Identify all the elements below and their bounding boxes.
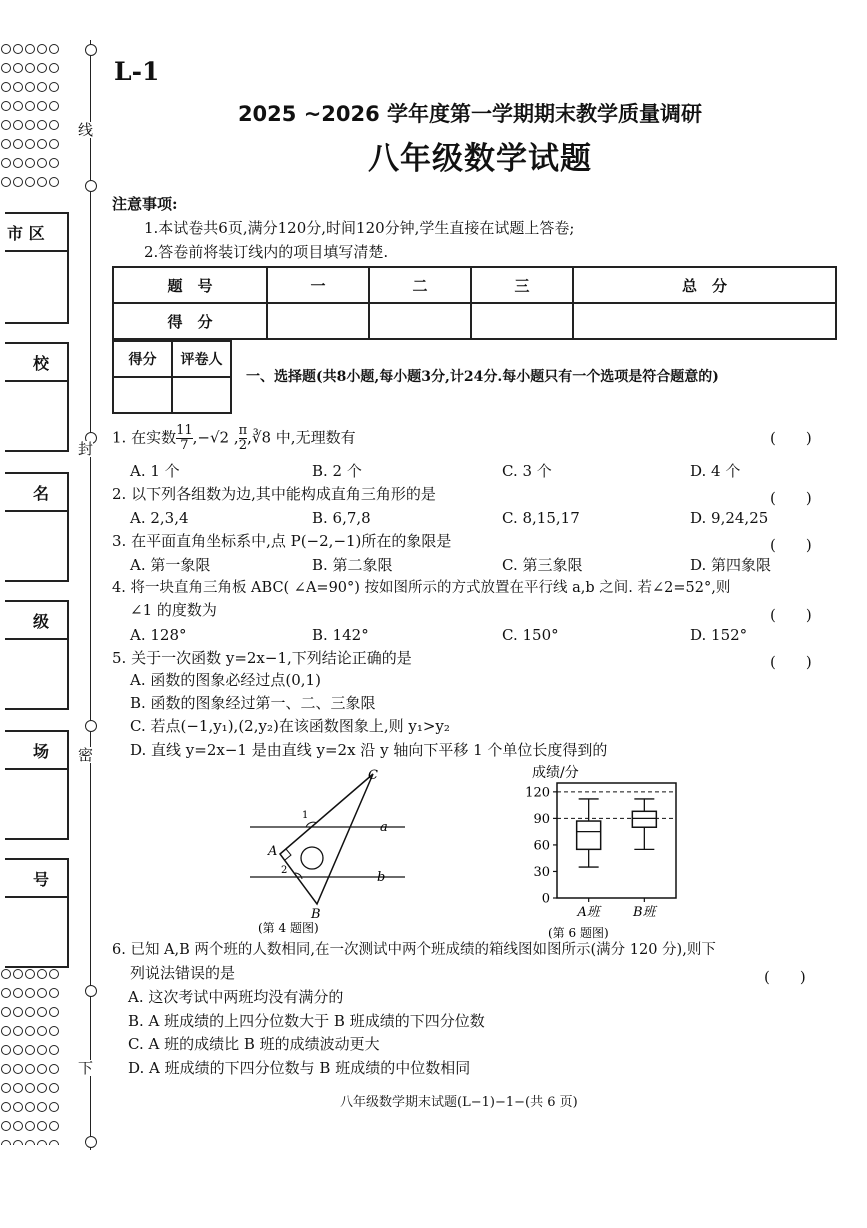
field-class[interactable]	[5, 600, 69, 710]
binding-dot	[85, 180, 97, 192]
score-header-total: 总 分	[573, 267, 836, 303]
binding-hole	[25, 120, 35, 130]
binding-hole	[49, 82, 59, 92]
binding-hole	[1, 101, 11, 111]
binding-hole	[49, 63, 59, 73]
binding-hole	[1, 158, 11, 168]
right-angle-mark	[285, 849, 291, 860]
binding-hole	[25, 44, 35, 54]
field-name-label: 名	[5, 474, 67, 512]
field-exam-room-label: 场	[5, 732, 67, 770]
label-b: B	[311, 907, 321, 922]
binding-hole	[13, 82, 23, 92]
binding-hole	[1, 63, 11, 73]
q4-option-b: B. 142°	[312, 626, 369, 644]
binding-dot	[85, 44, 97, 56]
field-seat-number-label: 号	[5, 860, 67, 898]
label-angle-1: 1	[302, 810, 309, 821]
binding-hole	[1, 1140, 11, 1145]
q3-option-c: C. 第三象限	[502, 556, 583, 574]
binding-hole	[37, 1121, 47, 1131]
field-school-label: 校	[5, 344, 67, 382]
binding-hole	[37, 1026, 47, 1036]
box-iqr	[577, 821, 601, 849]
chart-frame	[557, 783, 676, 898]
binding-hole	[1, 139, 11, 149]
binding-hole	[37, 63, 47, 73]
field-exam-room[interactable]	[5, 730, 69, 840]
q4-option-c: C. 150°	[502, 626, 559, 644]
binding-hole	[49, 1007, 59, 1017]
binding-dot	[85, 1136, 97, 1148]
q5-stem: 5. 关于一次函数 y=2x−1,下列结论正确的是	[112, 649, 412, 667]
figure-4-caption: (第 4 题图)	[258, 921, 319, 935]
q4-answer-blank[interactable]: ( )	[770, 606, 812, 624]
binding-hole	[1, 1102, 11, 1112]
q2-option-a: A. 2,3,4	[130, 509, 189, 527]
q1-stem	[112, 424, 356, 453]
binding-hole	[49, 44, 59, 54]
binding-hole	[37, 177, 47, 187]
binding-hole	[25, 1064, 35, 1074]
binding-dot	[85, 720, 97, 732]
binding-hole	[13, 44, 23, 54]
binding-hole	[25, 988, 35, 998]
figure-6-caption: (第 6 题图)	[548, 926, 609, 940]
binding-hole	[49, 120, 59, 130]
q1-answer-blank[interactable]: ( )	[770, 429, 812, 447]
binding-hole	[25, 1140, 35, 1145]
q2-answer-blank[interactable]: ( )	[770, 489, 812, 507]
q1-fraction-1: $\frac{11}{7}$	[176, 423, 193, 453]
y-tick-label: 30	[533, 864, 550, 880]
note-item: 2.答卷前将装订线内的项目填写清楚.	[144, 243, 389, 261]
binding-hole	[13, 1083, 23, 1093]
binding-label-line: 线	[78, 121, 94, 139]
subject-title: 八年级数学试题	[368, 141, 592, 177]
y-tick-label: 90	[533, 811, 550, 827]
score-cell-total[interactable]	[573, 303, 836, 339]
box-a	[576, 799, 601, 920]
binding-label-secret: 密	[78, 746, 94, 764]
binding-hole	[1, 1026, 11, 1036]
binding-hole	[49, 158, 59, 168]
binding-hole	[49, 1140, 59, 1145]
binding-hole	[37, 44, 47, 54]
figure-6-boxplot-chart	[510, 760, 700, 940]
binding-hole	[13, 1121, 23, 1131]
y-tick-label: 0	[541, 891, 550, 907]
binding-hole	[25, 63, 35, 73]
grader-score-cell[interactable]	[113, 377, 172, 413]
binding-hole	[37, 101, 47, 111]
q6-stem: 6. 已知 A,B 两个班的人数相同,在一次测试中两个班成绩的箱线图如图所示(满分 120 分),则下	[112, 942, 716, 958]
q5-option-d: D. 直线 y=2x−1 是由直线 y=2x 沿 y 轴向下平移 1 个单位长度得到的	[130, 741, 608, 759]
q6-option-b: B. A 班成绩的上四分位数大于 B 班成绩的下四分位数	[128, 1012, 485, 1030]
score-header-part1: 一	[267, 267, 369, 303]
q3-answer-blank[interactable]: ( )	[770, 536, 812, 554]
q1-option-b: B. 2 个	[312, 462, 362, 480]
grader-score-header: 得分	[113, 341, 172, 377]
binding-hole	[49, 1026, 59, 1036]
binding-hole	[1, 120, 11, 130]
x-tick-label: A班	[577, 905, 600, 920]
binding-hole	[37, 158, 47, 168]
binding-hole	[13, 120, 23, 130]
binding-hole	[1, 177, 11, 187]
q4-stem-cont: ∠1 的度数为	[130, 601, 217, 619]
q6-option-a: A. 这次考试中两班均没有满分的	[128, 988, 344, 1006]
field-district[interactable]	[5, 212, 69, 324]
binding-hole	[1, 1064, 11, 1074]
field-seat-number[interactable]	[5, 858, 69, 968]
binding-hole	[37, 988, 47, 998]
q6-answer-blank[interactable]: ( )	[764, 968, 806, 986]
binding-hole	[25, 1121, 35, 1131]
q4-stem: 4. 将一块直角三角板 ABC( ∠A=90°) 按如图所示的方式放置在平行线 a,b 之间. 若∠2=52°,则	[112, 580, 731, 596]
binding-hole	[25, 139, 35, 149]
notes-heading: 注意事项:	[112, 195, 178, 213]
q5-option-a: A. 函数的图象必经过点(0,1)	[130, 671, 321, 689]
binding-hole	[13, 1064, 23, 1074]
score-header-part2: 二	[369, 267, 471, 303]
q6-option-d: D. A 班成绩的下四分位数与 B 班成绩的中位数相同	[128, 1059, 471, 1077]
score-row-label: 得 分	[113, 303, 267, 339]
label-line-b: b	[377, 870, 386, 885]
binding-hole	[25, 1007, 35, 1017]
q1-stem-pre: 1. 在实数	[112, 428, 177, 447]
binding-hole	[25, 101, 35, 111]
field-name[interactable]	[5, 472, 69, 582]
binding-hole	[37, 120, 47, 130]
label-angle-2: 2	[281, 865, 288, 876]
score-header-part3: 三	[471, 267, 573, 303]
paper-code: L-1	[114, 57, 160, 86]
q5-option-b: B. 函数的图象经过第一、二、三象限	[130, 694, 376, 712]
binding-line	[90, 40, 91, 1150]
binding-hole	[25, 1026, 35, 1036]
triangle-abc	[280, 774, 373, 904]
binding-hole	[13, 969, 23, 979]
binding-hole	[25, 969, 35, 979]
binding-hole	[13, 1045, 23, 1055]
field-class-label: 级	[5, 602, 67, 640]
q3-stem: 3. 在平面直角坐标系中,点 P(−2,−1)所在的象限是	[112, 532, 452, 550]
q5-answer-blank[interactable]: ( )	[770, 653, 812, 671]
binding-hole	[37, 1007, 47, 1017]
q5-option-c: C. 若点(−1,y₁),(2,y₂)在该函数图象上,则 y₁>y₂	[130, 717, 450, 735]
binding-dot	[85, 985, 97, 997]
binding-hole	[25, 158, 35, 168]
q4-option-a: A. 128°	[130, 626, 187, 644]
binding-hole	[13, 101, 23, 111]
binding-hole	[37, 1064, 47, 1074]
q2-stem: 2. 以下列各组数为边,其中能构成直角三角形的是	[112, 485, 436, 503]
q3-option-b: B. 第二象限	[312, 556, 393, 574]
q1-option-d: D. 4 个	[690, 462, 741, 480]
page-footer: 八年级数学期末试题(L−1)−1−(共 6 页)	[340, 1095, 578, 1110]
binding-holes-top	[0, 40, 66, 190]
binding-hole	[49, 1121, 59, 1131]
binding-hole	[37, 1083, 47, 1093]
q1-fraction-2: $\frac{\pi}{2}$	[238, 423, 248, 453]
binding-hole	[49, 988, 59, 998]
binding-hole	[1, 969, 11, 979]
grader-name-header: 评卷人	[172, 341, 231, 377]
note-item: 1.本试卷共6页,满分120分,时间120分钟,学生直接在试题上答卷;	[144, 219, 575, 237]
q3-option-a: A. 第一象限	[130, 556, 211, 574]
binding-label-down: 下	[78, 1059, 94, 1077]
binding-hole	[13, 988, 23, 998]
grader-table	[112, 340, 232, 414]
binding-hole	[37, 969, 47, 979]
binding-hole	[49, 1083, 59, 1093]
binding-hole	[37, 1045, 47, 1055]
triangle-hole	[301, 847, 323, 869]
q6-option-c: C. A 班的成绩比 B 班的成绩波动更大	[128, 1035, 380, 1053]
field-district-label: 市 区	[5, 214, 67, 252]
binding-hole	[25, 82, 35, 92]
binding-hole	[49, 1045, 59, 1055]
binding-hole	[37, 139, 47, 149]
field-school[interactable]	[5, 342, 69, 452]
binding-hole	[13, 63, 23, 73]
binding-hole	[13, 1102, 23, 1112]
score-header-question: 题 号	[113, 267, 267, 303]
chart-ylabel: 成绩/分	[532, 765, 579, 781]
q6-stem-cont: 列说法错误的是	[130, 964, 236, 982]
score-cell-part3[interactable]	[471, 303, 573, 339]
binding-holes-bottom	[0, 965, 66, 1145]
binding-hole	[49, 101, 59, 111]
q1-stem-mid2: ,∛8 中,无理数有	[247, 428, 356, 447]
binding-hole	[37, 82, 47, 92]
binding-hole	[1, 1007, 11, 1017]
binding-hole	[37, 1140, 47, 1145]
box-b	[632, 799, 658, 920]
binding-hole	[1, 988, 11, 998]
binding-hole	[13, 1026, 23, 1036]
binding-hole	[13, 177, 23, 187]
binding-hole	[13, 139, 23, 149]
q1-option-a: A. 1 个	[130, 462, 180, 480]
label-a: A	[268, 844, 278, 859]
q4-option-d: D. 152°	[690, 626, 748, 644]
binding-hole	[25, 1102, 35, 1112]
score-table	[112, 266, 837, 340]
binding-hole	[49, 1064, 59, 1074]
exam-title: 2025 ~2026 学年度第一学期期末教学质量调研	[237, 102, 703, 126]
binding-hole	[1, 1083, 11, 1093]
binding-hole	[13, 1007, 23, 1017]
y-tick-label: 60	[533, 838, 550, 854]
binding-hole	[1, 1121, 11, 1131]
binding-hole	[49, 139, 59, 149]
binding-hole	[1, 1045, 11, 1055]
q2-option-d: D. 9,24,25	[690, 509, 769, 527]
binding-label-seal: 封	[78, 440, 94, 458]
x-tick-label: B班	[633, 905, 656, 920]
q2-option-c: C. 8,15,17	[502, 509, 580, 527]
grader-name-cell[interactable]	[172, 377, 231, 413]
q1-option-c: C. 3 个	[502, 462, 552, 480]
binding-hole	[37, 1102, 47, 1112]
binding-hole	[49, 177, 59, 187]
box-iqr	[632, 811, 656, 827]
section1-heading: 一、选择题(共8小题,每小题3分,计24分.每小题只有一个选项是符合题意的)	[246, 369, 719, 385]
score-cell-part1[interactable]	[267, 303, 369, 339]
q1-stem-mid1: ,−√2 ,	[192, 428, 239, 447]
binding-hole	[1, 82, 11, 92]
binding-hole	[13, 158, 23, 168]
label-line-a: a	[380, 820, 388, 835]
binding-hole	[1, 44, 11, 54]
figure-4-triangle-diagram	[240, 762, 410, 937]
score-cell-part2[interactable]	[369, 303, 471, 339]
q3-option-d: D. 第四象限	[690, 556, 772, 574]
y-tick-label: 120	[525, 785, 550, 801]
q2-option-b: B. 6,7,8	[312, 509, 371, 527]
binding-hole	[49, 1102, 59, 1112]
binding-hole	[49, 969, 59, 979]
binding-hole	[13, 1140, 23, 1145]
binding-hole	[25, 1083, 35, 1093]
label-c: C	[368, 768, 378, 783]
binding-hole	[25, 177, 35, 187]
binding-hole	[25, 1045, 35, 1055]
